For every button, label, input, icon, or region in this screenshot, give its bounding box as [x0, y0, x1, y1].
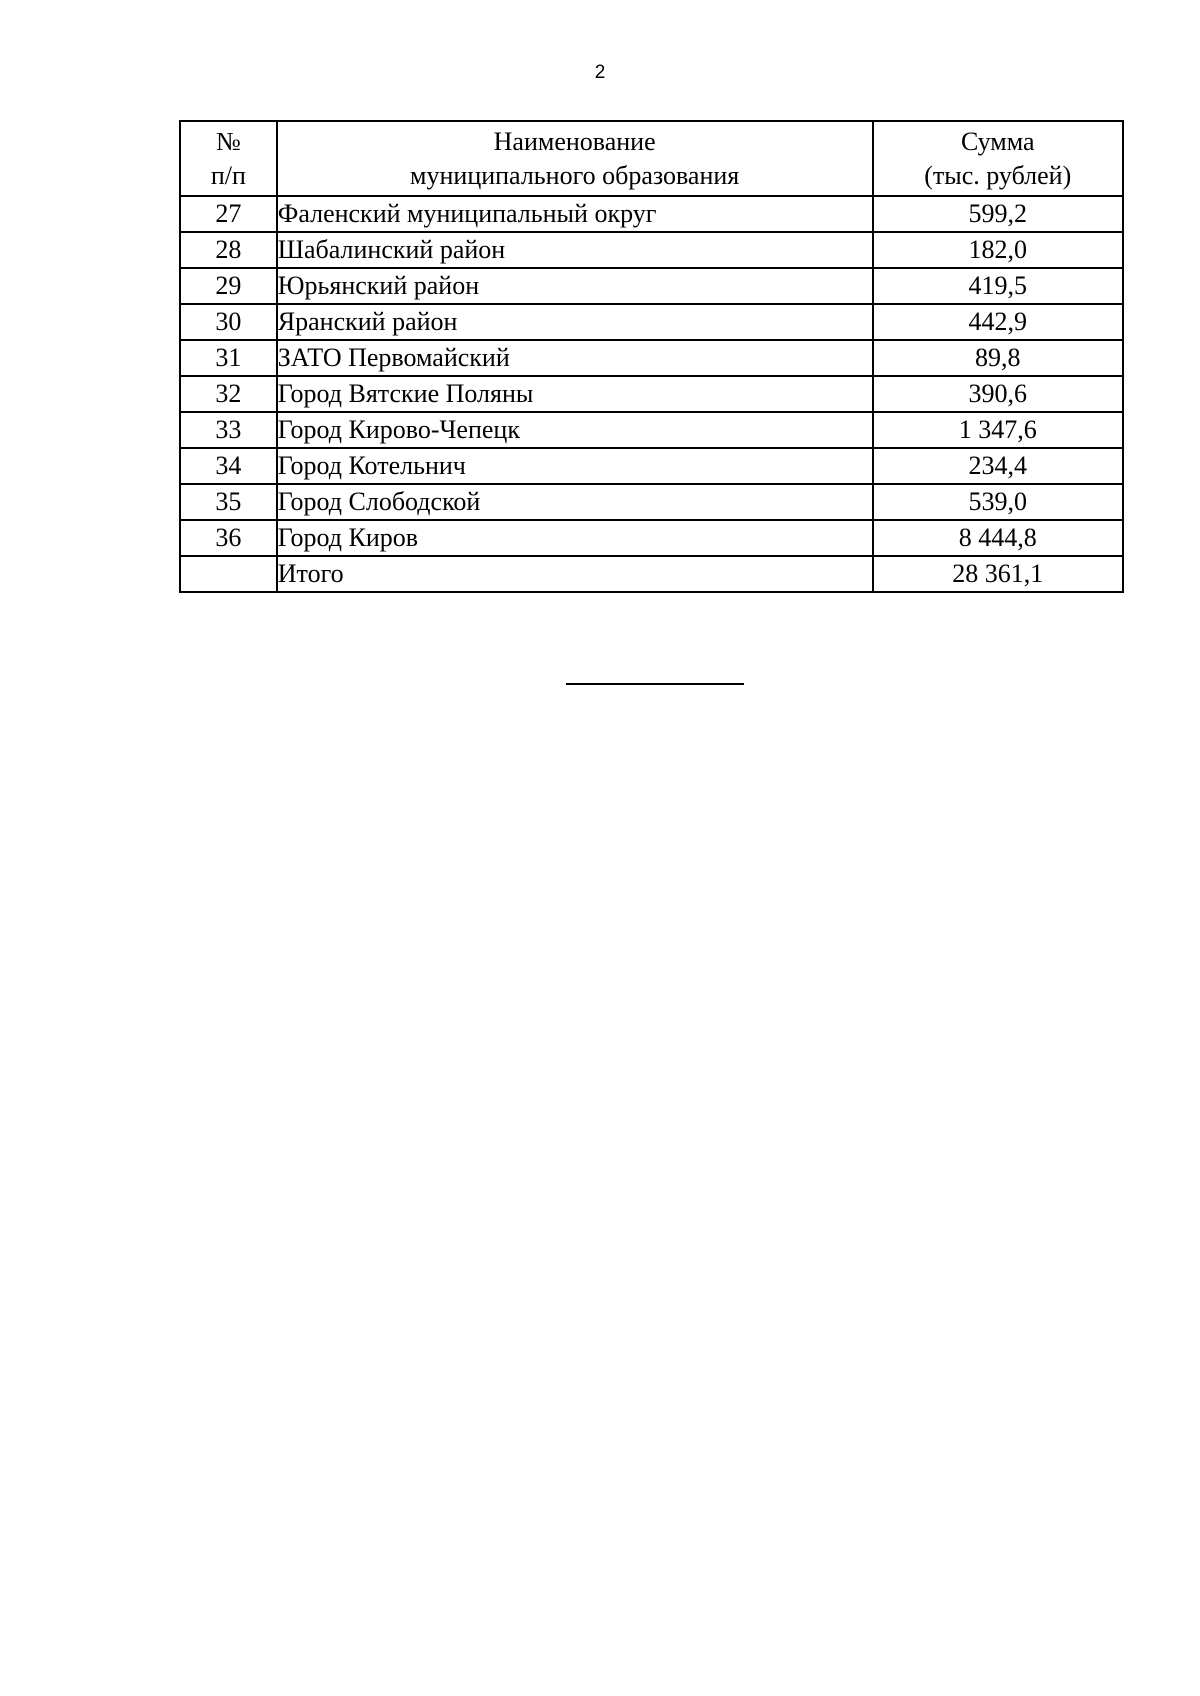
table-row — [180, 520, 1123, 556]
row-number: 35 — [180, 484, 277, 520]
page-number: 2 — [594, 62, 606, 83]
header-sum — [873, 121, 1124, 196]
row-name: Город Котельнич — [277, 448, 873, 484]
row-sum: 182,0 — [873, 232, 1124, 268]
table-row — [180, 196, 1123, 232]
table-row — [180, 268, 1123, 304]
row-number: 31 — [180, 340, 277, 376]
header-name-line1: Наименование — [493, 126, 656, 156]
row-sum: 8 444,8 — [873, 520, 1124, 556]
header-name — [277, 121, 873, 196]
row-sum: 1 347,6 — [873, 412, 1124, 448]
header-number-line2: п/п — [210, 160, 246, 190]
table-row — [180, 376, 1123, 412]
row-name: ЗАТО Первомайский — [277, 340, 873, 376]
row-number: 32 — [180, 376, 277, 412]
total-sum: 28 361,1 — [873, 556, 1124, 592]
row-number: 29 — [180, 268, 277, 304]
row-name: Город Вятские Поляны — [277, 376, 873, 412]
allocation-table — [179, 120, 1124, 593]
row-sum: 599,2 — [873, 196, 1124, 232]
row-name: Шабалинский район — [277, 232, 873, 268]
row-number: 27 — [180, 196, 277, 232]
end-divider — [566, 683, 744, 685]
table-row — [180, 484, 1123, 520]
header-name-line2: муниципального образования — [410, 160, 740, 190]
row-sum: 390,6 — [873, 376, 1124, 412]
table-header-row — [180, 121, 1123, 196]
row-name: Фаленский муниципальный округ — [277, 196, 873, 232]
table-row — [180, 232, 1123, 268]
row-name: Город Киров — [277, 520, 873, 556]
table-row — [180, 412, 1123, 448]
total-number — [180, 556, 277, 592]
row-sum: 234,4 — [873, 448, 1124, 484]
row-number: 30 — [180, 304, 277, 340]
header-sum-line2: (тыс. рублей) — [924, 160, 1072, 190]
row-sum: 419,5 — [873, 268, 1124, 304]
table-row — [180, 304, 1123, 340]
table-row — [180, 448, 1123, 484]
row-number: 34 — [180, 448, 277, 484]
row-number: 28 — [180, 232, 277, 268]
header-number-line1: № — [215, 126, 241, 156]
header-sum-line1: Сумма — [960, 126, 1035, 156]
row-sum: 539,0 — [873, 484, 1124, 520]
table-row — [180, 340, 1123, 376]
row-name: Яранский район — [277, 304, 873, 340]
row-number: 33 — [180, 412, 277, 448]
row-number: 36 — [180, 520, 277, 556]
header-number — [180, 121, 277, 196]
row-name: Город Слободской — [277, 484, 873, 520]
row-name: Юрьянский район — [277, 268, 873, 304]
row-sum: 442,9 — [873, 304, 1124, 340]
row-sum: 89,8 — [873, 340, 1124, 376]
total-label: Итого — [277, 556, 873, 592]
total-row — [180, 556, 1123, 592]
row-name: Город Кирово-Чепецк — [277, 412, 873, 448]
